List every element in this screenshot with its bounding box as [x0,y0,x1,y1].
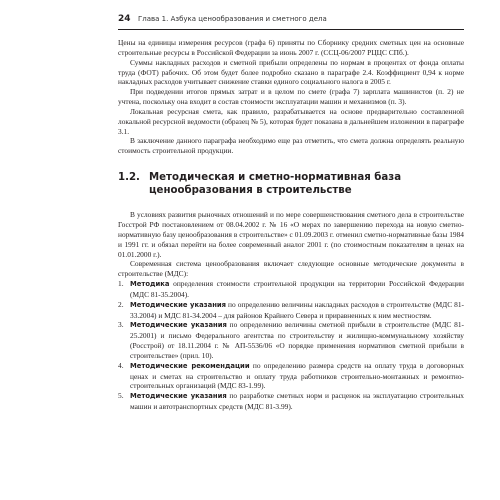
list-text: определения стоимости строительной продукции на территории Российской Федерации (МДС 81-35.2004). [130,279,464,299]
document-list [118,279,464,412]
section-number: 1.2. [118,172,140,184]
list-text: по определению величины сметной прибыли в строительстве (МДС 81-25.2001) и письмо Федерального агентства по строительству и жилищно-коммунальному хозяйству (Росстрой) от 18.11.2004 г. № АП-5536/06 «О порядке применения нормативов сметной прибыли в строительстве» (прил. 10). [130,320,464,360]
list-keyword: Методические указания [130,392,227,401]
header-rule [118,29,464,30]
page-body [118,38,464,412]
page-number: 24 [118,14,131,24]
list-keyword: Методические указания [130,321,227,330]
list-number: 4. [118,360,124,370]
list-keyword: Методика [130,280,170,289]
list-item [118,279,464,300]
paragraph: Цены на единицы измерения ресурсов (графа 6) приняты по Сборнику средних сметных цен на основные строительные ресурсы в Российской Федерации за июнь 2007 г. (ССЦ-06/2007 РЦЦС СПб.). [118,38,464,57]
list-number: 3. [118,320,124,330]
paragraph: Современная система ценообразования включает следующие основные методические документы в строительстве (МДС): [118,259,464,279]
list-keyword: Методические рекомендации [130,361,250,370]
section-heading [118,171,464,197]
list-item [118,320,464,360]
paragraph: При подведении итогов прямых затрат и в целом по смете (графа 7) зарплата машинистов (п. 2) не учтена, поскольку она входит в состав стоимости эксплуатации машин и механизмов (п. 3). [118,87,464,107]
list-number: 5. [118,391,124,401]
list-item [118,300,464,321]
running-head: Глава 1. Азбука ценообразования и сметного дела [138,15,327,23]
list-text: по определению величины накладных расходов в строительстве (МДС 81-33.2004) и МДС 81-34.2004 – для районов Крайнего Севера и приравненных к ним местностям. [130,299,464,320]
list-number: 1. [118,279,124,289]
paragraph: В заключение данного параграфа необходимо еще раз отметить, что смета должна определять реальную стоимость строительной продукции. [118,136,464,156]
paragraph: Локальная ресурсная смета, как правило, разрабатывается на основе предварительно составленной локальной ресурсной ведомости (образец № 5), которая будет показана в дальнейшем изложении в параграфе 3.1. [118,106,464,136]
paragraph: В условиях развития рыночных отношений и по мере совершенствования сметного дела в строительстве Госстрой РФ постановлением от 08.04.2002 г. № 16 «О мерах по завершению перехода на новую сметно-нормативную базу ценообразования в строительстве» с 01.09.2003 г. отменил сметно-нормативные базы 1984 и 1991 гг. и обязал перейти на более современный аналог 2001 г. (по стоимостным показателям в ценах на 01.01.2000 г.). [118,210,464,259]
section-title-text: Методическая и сметно-нормативная база ценообразования в строительстве [149,172,402,197]
list-item [118,361,464,392]
list-keyword: Методические указания [130,300,227,309]
list-number: 2. [118,299,124,309]
list-text: по определению размера средств на оплату труда в договорных ценах и сметах на строительство и оплату труда работников строительно-монтажных и ремонтно-строительных организаций (МДС 83-1.99). [130,360,464,391]
paragraph: Суммы накладных расходов и сметной прибыли определены по нормам в процентах от фонда оплаты труда (ФОТ) рабочих. Об этом будет более подробно сказано в параграфе 2.4. Коэффициент 0,94 к норме накладных расходов учитывает снижение ставки единого социального налога в 2005 г. [118,57,464,87]
list-item [118,391,464,412]
page-header [118,13,464,30]
list-text: по разработке сметных норм и расценок на эксплуатацию строительных машин и автотранспортных средств (МДС 81-3.99). [130,391,464,412]
